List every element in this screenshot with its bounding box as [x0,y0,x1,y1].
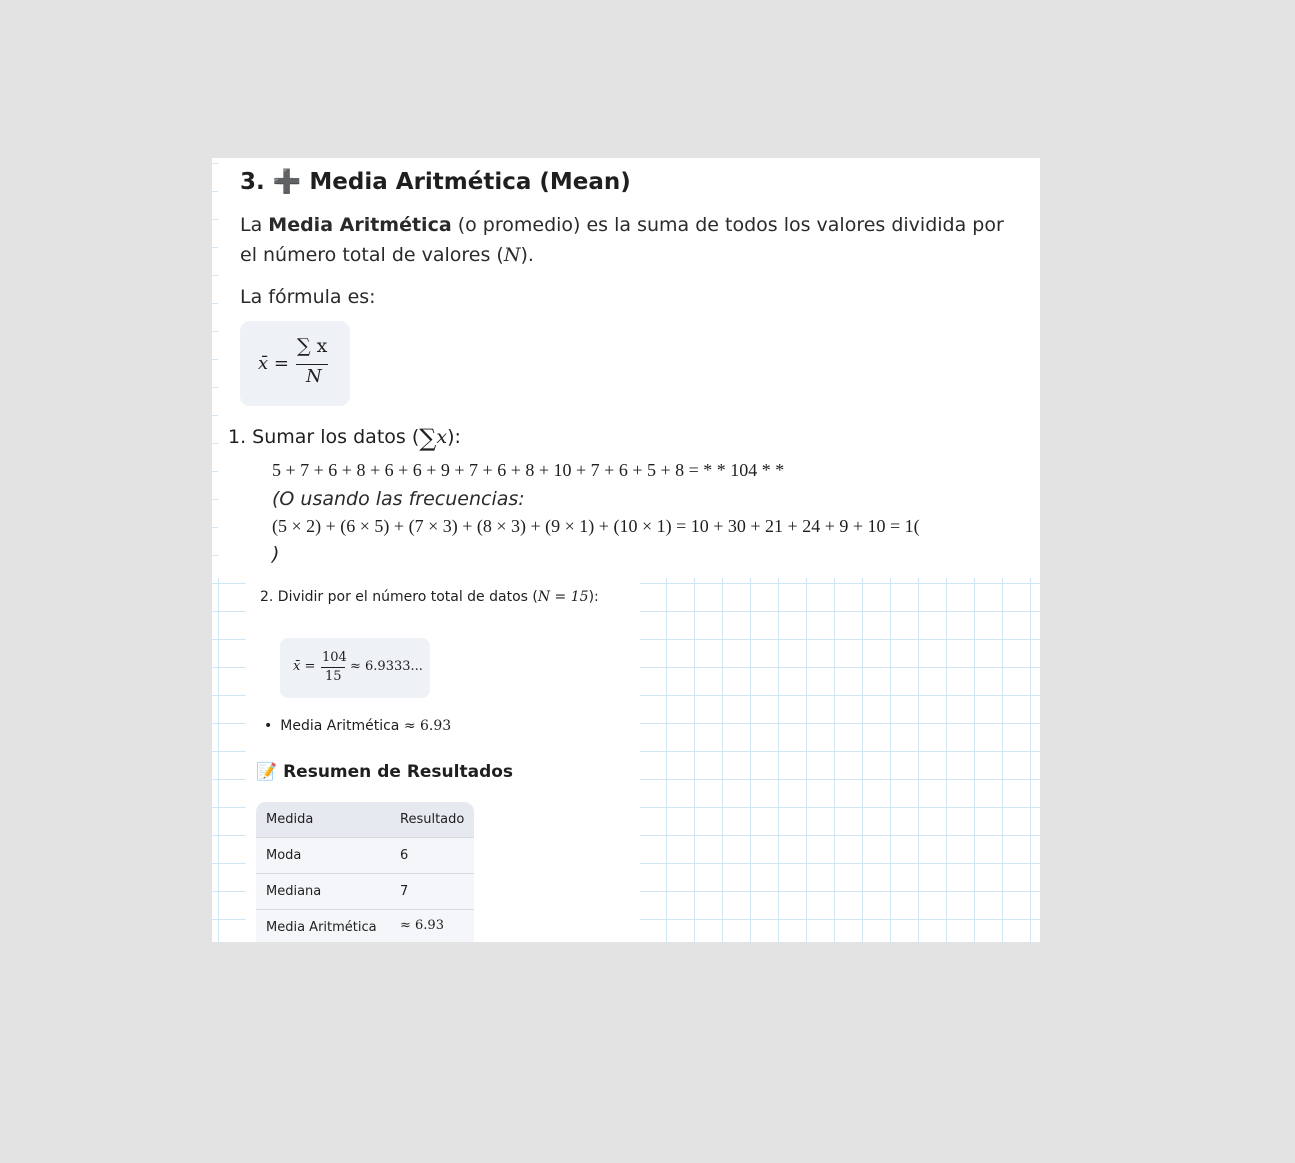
definition-text-start: La [240,214,269,236]
row-result: ≈ 6.93 [400,918,444,933]
plus-icon: ➕ [272,169,302,195]
row-result: 7 [400,884,409,899]
header-medida: Medida [266,812,314,827]
definition-paragraph [240,210,1020,270]
header-resultado: Resultado [400,812,465,827]
step-2-text: 2. Dividir por el número total de datos ( [260,589,538,605]
division-numerator: 104 [322,650,347,665]
table-row [256,838,474,874]
section-number: 3. [240,169,265,195]
mean-formula-box [240,321,350,406]
row-measure: Mediana [266,884,322,899]
bullet-marker: • [264,718,273,734]
section-heading [240,168,631,195]
definition-text-end: ). [520,244,534,266]
mean-section-screenshot [218,158,1040,578]
formula-lhs: x̄ = [258,353,289,374]
division-fraction-bar [321,667,345,668]
division-result: ≈ 6.9333... [350,659,423,674]
division-formula-box [280,638,430,698]
n-variable: N [503,244,521,266]
division-denominator: 15 [325,669,342,684]
results-section-screenshot [246,578,640,942]
table-row [256,874,474,910]
step-1-text: 1. Sumar los datos ( [228,426,420,448]
fraction-bar [296,364,328,365]
step-2-label [260,589,599,605]
table-row [256,910,474,942]
table-header-row [256,802,474,838]
row-result: 6 [400,848,409,863]
x-variable: x [436,426,448,448]
formula-label: La fórmula es: [240,286,376,308]
bullet-value: ≈ 6.93 [403,718,452,734]
term-bold: Media Aritmética [268,214,452,236]
mean-result-bullet [264,718,451,734]
step-1-label [228,424,461,452]
sum-equation: 5 + 7 + 6 + 8 + 6 + 6 + 9 + 7 + 6 + 8 + 10 + 7 + 6 + 5 + 8 = * * 104 * * [272,460,785,480]
step-2-math: N = 15 [537,589,589,605]
frequency-label: (O usando las frecuencias: [272,488,525,510]
summary-title: Resumen de Resultados [283,762,514,782]
formula-numerator: ∑ x [297,335,328,357]
summary-heading [256,762,513,782]
formula-denominator: N [306,366,322,387]
closing-paren: ) [272,543,280,565]
row-measure: Media Aritmética [266,920,377,935]
results-table [256,802,474,942]
step-2-colon: ): [588,589,599,605]
definition-text-middle: (o promedio) es la suma de todos los valores dividida por el número total de valores ( [240,214,1004,266]
row-measure: Moda [266,848,302,863]
memo-icon: 📝 [256,762,278,782]
step-1-colon: ): [447,426,461,448]
sigma-symbol: ∑ [419,424,437,452]
frequency-equation: (5 × 2) + (6 × 5) + (7 × 3) + (8 × 3) + (9 × 1) + (10 × 1) = 10 + 30 + 21 + 24 + 9 + 10 = 1( [272,516,920,536]
section-title: Media Aritmética (Mean) [309,169,631,195]
grid-paper-background [212,158,1040,942]
bullet-label: Media Aritmética [280,718,400,734]
division-lhs: x̄ = [293,659,316,674]
